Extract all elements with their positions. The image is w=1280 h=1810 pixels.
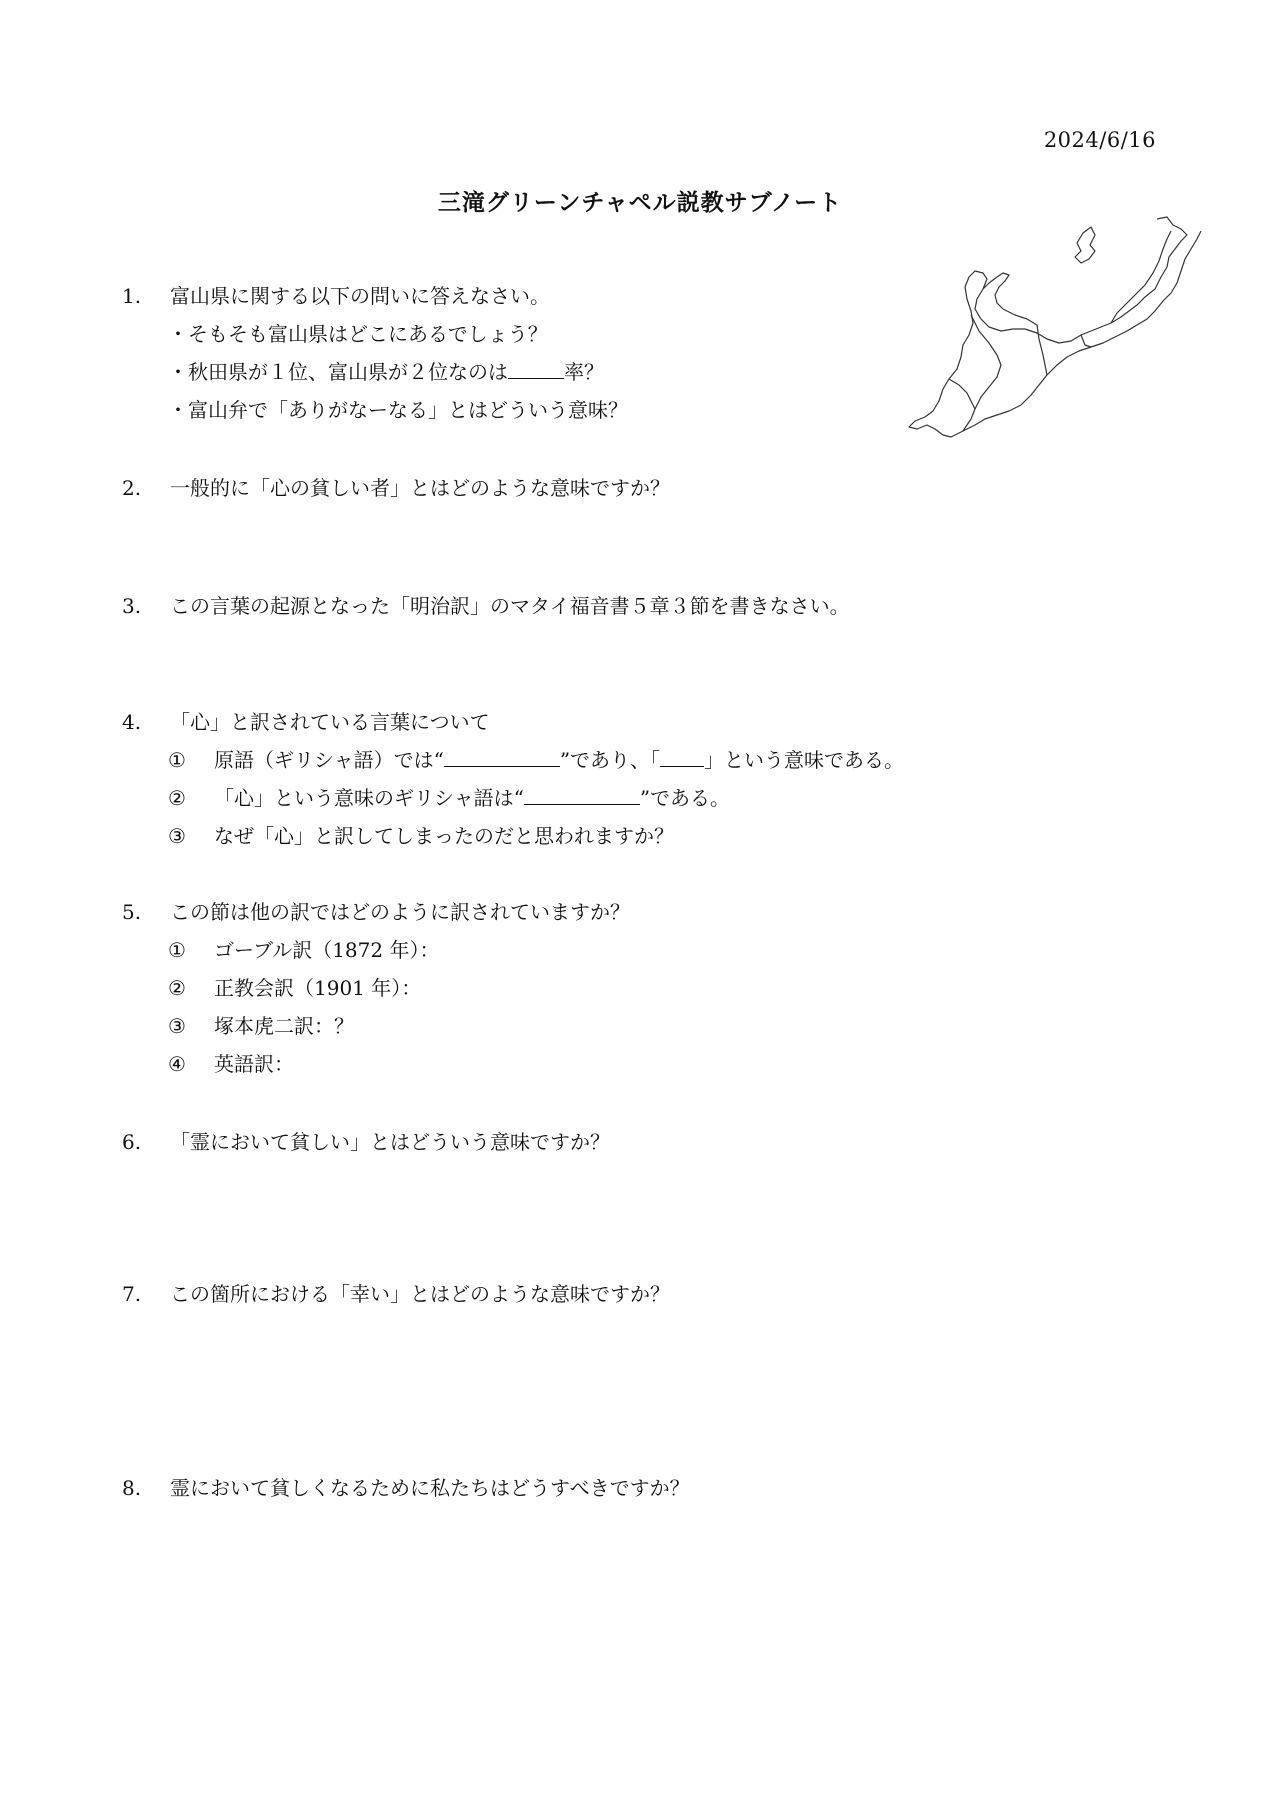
item-mark: ③ — [168, 1014, 186, 1038]
q1-item-1 — [168, 320, 548, 348]
item-text: 塚本虎二訳：？ — [214, 1014, 354, 1038]
q4-item-1 — [168, 746, 904, 774]
item-mark: ① — [168, 938, 186, 962]
item-text: ・そもそも富山県はどこにあるでしょう？ — [168, 322, 548, 346]
item-text-suffix: ”である。 — [639, 786, 731, 810]
question-number: 2. — [122, 476, 142, 500]
item-mark: ③ — [168, 824, 186, 848]
q5-item-2 — [168, 974, 421, 1002]
item-text: 正教会訳（1901 年）： — [214, 976, 422, 1000]
question-number: 3. — [122, 594, 142, 618]
q1-item-2 — [168, 358, 604, 386]
item-mark: ① — [168, 748, 186, 772]
question-number: 8. — [122, 1476, 142, 1500]
question-6 — [122, 1128, 610, 1156]
item-mark: ② — [168, 976, 186, 1000]
q1-item-3 — [168, 396, 628, 424]
question-text: この節は他の訳ではどのように訳されていますか？ — [170, 900, 630, 924]
document-date: 2024/6/16 — [1043, 128, 1156, 152]
q5-item-4 — [168, 1050, 294, 1078]
q4-item-3 — [168, 822, 674, 850]
item-text: なぜ「心」と訳してしまったのだと思われますか？ — [214, 824, 674, 848]
question-text: 一般的に「心の貧しい者」とはどのような意味ですか？ — [170, 476, 670, 500]
question-number: 5. — [122, 900, 142, 924]
item-mark: ④ — [168, 1052, 186, 1076]
question-3 — [122, 592, 850, 620]
question-text: 霊において貧しくなるために私たちはどうすべきですか？ — [170, 1476, 690, 1500]
question-5 — [122, 898, 630, 926]
question-text: この箇所における「幸い」とはどのような意味ですか？ — [170, 1282, 670, 1306]
answer-blank[interactable] — [524, 784, 640, 805]
q4-item-2 — [168, 784, 730, 812]
question-number: 6. — [122, 1130, 142, 1154]
question-1 — [122, 282, 550, 310]
question-4 — [122, 708, 490, 736]
question-text: この言葉の起源となった「明治訳」のマタイ福音書５章３節を書きなさい。 — [170, 594, 850, 618]
item-text: 英語訳： — [214, 1052, 294, 1076]
answer-blank[interactable] — [508, 358, 564, 379]
item-mark: ② — [168, 786, 186, 810]
question-7 — [122, 1280, 670, 1308]
item-text: ・秋田県が１位、富山県が２位なのは — [168, 360, 508, 384]
item-text: ・富山弁で「ありがなーなる」とはどういう意味？ — [168, 398, 628, 422]
item-text-suffix: 」という意味である。 — [704, 748, 905, 772]
japan-map-icon — [905, 215, 1215, 505]
question-8 — [122, 1474, 690, 1502]
item-text: 原語（ギリシャ語）では“ — [214, 748, 444, 772]
q5-item-1 — [168, 936, 439, 964]
document-title: 三滝グリーンチャペル説教サブノート — [437, 189, 843, 216]
question-number: 7. — [122, 1282, 142, 1306]
question-number: 4. — [122, 710, 142, 734]
question-2 — [122, 474, 670, 502]
question-text: 「心」と訳されている言葉について — [170, 710, 490, 734]
question-number: 1. — [122, 284, 142, 308]
item-text: 「心」という意味のギリシャ語は“ — [214, 786, 524, 810]
question-text: 「霊において貧しい」とはどういう意味ですか？ — [170, 1130, 610, 1154]
q5-item-3 — [168, 1012, 354, 1040]
answer-blank[interactable] — [444, 746, 560, 767]
item-text-suffix: 率？ — [564, 360, 604, 384]
answer-blank[interactable] — [660, 746, 704, 767]
item-text-middle: ”であり、「 — [559, 748, 661, 772]
question-text: 富山県に関する以下の問いに答えなさい。 — [170, 284, 550, 308]
item-text: ゴーブル訳（1872 年）： — [214, 938, 440, 962]
